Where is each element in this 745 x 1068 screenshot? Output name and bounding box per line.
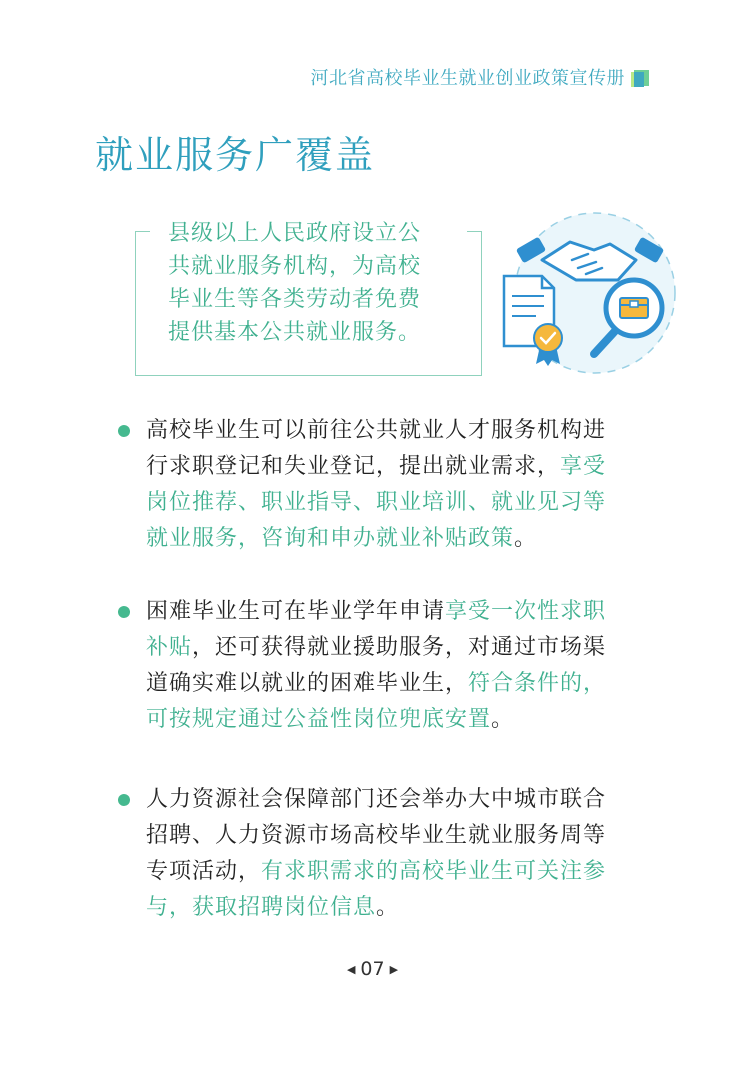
bullet-item	[146, 782, 686, 926]
handshake-contract-search-icon	[490, 208, 690, 378]
bullet-item	[146, 413, 686, 557]
bullet-dot-icon	[118, 425, 130, 437]
highlight-text: 符合条件的，	[468, 671, 607, 696]
bullet-line: 补贴，还可获得就业援助服务，对通过市场渠	[146, 635, 607, 660]
medal-icon	[534, 324, 562, 366]
intro-line: 共就业服务机构，为高校	[168, 254, 422, 279]
bullet-dot-icon	[118, 606, 130, 618]
triangle-left-icon[interactable]: ◀	[346, 963, 356, 976]
bullet-line: 招聘、人力资源市场高校毕业生就业服务周等	[146, 823, 607, 848]
bullet-line: 专项活动，有求职需求的高校毕业生可关注参	[146, 859, 607, 884]
intro-text	[168, 217, 458, 349]
triangle-right-icon[interactable]: ▶	[389, 963, 399, 976]
bullet-line: 与，获取招聘岗位信息。	[146, 895, 400, 920]
highlight-text: 就业服务，咨询和申办就业补贴政策	[146, 526, 515, 551]
highlight-text: 可按规定通过公益性岗位兜底安置	[146, 707, 492, 732]
section-title: 就业服务广覆盖	[95, 133, 376, 177]
bullet-item	[146, 594, 686, 738]
frame-corner-left	[136, 231, 150, 232]
intro-line: 毕业生等各类劳动者免费	[168, 287, 422, 312]
intro-line: 提供基本公共就业服务。	[168, 320, 422, 345]
frame-corner-right	[467, 231, 481, 232]
highlight-text: 有求职需求的高校毕业生可关注参	[261, 859, 607, 884]
bullet-line: 困难毕业生可在毕业学年申请享受一次性求职	[146, 599, 607, 624]
bullet-line: 道确实难以就业的困难毕业生，符合条件的，	[146, 671, 607, 696]
intro-line: 县级以上人民政府设立公	[168, 221, 422, 246]
highlight-text: 享受	[560, 454, 607, 479]
intro-box	[135, 221, 482, 376]
highlight-text: 享受一次性求职	[445, 599, 607, 624]
bullet-line: 行求职登记和失业登记，提出就业需求，享受	[146, 454, 607, 479]
highlight-text: 与，获取招聘岗位信息	[146, 895, 377, 920]
bullet-line	[146, 485, 686, 521]
highlight-text: 岗位推荐、职业指导、职业培训、就业见习等	[146, 490, 607, 515]
bullet-line: 人力资源社会保障部门还会举办大中城市联合	[146, 787, 607, 812]
bullet-line: 就业服务，咨询和申办就业补贴政策。	[146, 526, 538, 551]
page-number	[0, 958, 745, 980]
bullet-line: 可按规定通过公益性岗位兜底安置。	[146, 707, 515, 732]
book-mark-icon	[630, 68, 650, 88]
header-title: 河北省高校毕业生就业创业政策宣传册	[310, 68, 625, 89]
page-number-text: 07	[360, 958, 385, 980]
bullet-line: 高校毕业生可以前往公共就业人才服务机构进	[146, 418, 607, 443]
bullet-dot-icon	[118, 794, 130, 806]
highlight-text: 补贴	[146, 635, 193, 660]
